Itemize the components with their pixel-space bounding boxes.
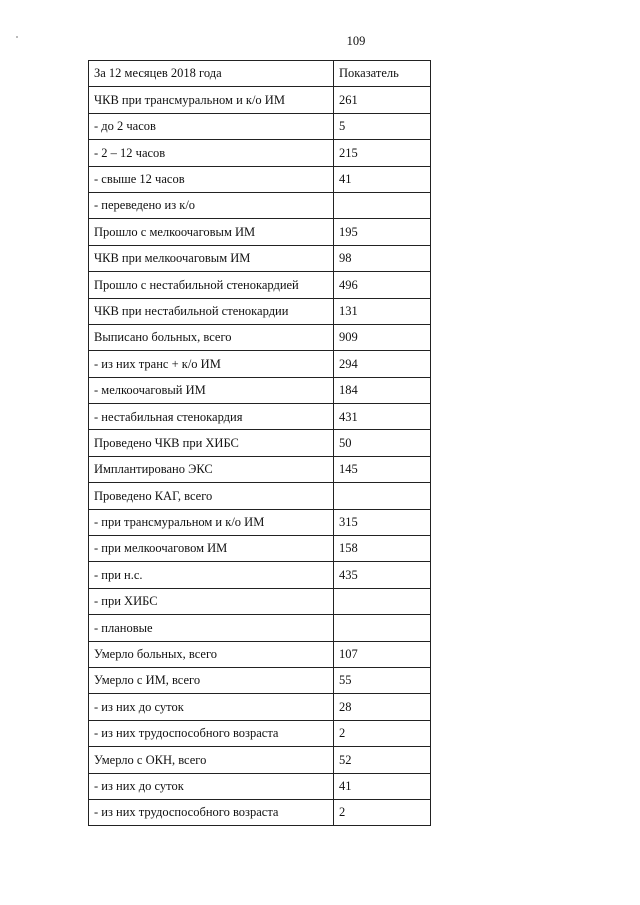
table-row — [89, 509, 431, 535]
table-row — [89, 773, 431, 799]
scan-dot — [16, 36, 18, 38]
row-label-cell: - мелкоочаговый ИМ — [89, 377, 334, 403]
row-label-cell: Умерло с ОКН, всего — [89, 747, 334, 773]
row-value-cell: 315 — [334, 509, 431, 535]
table-row — [89, 667, 431, 693]
row-label-cell: - при трансмуральном и к/о ИМ — [89, 509, 334, 535]
row-label-cell: - из них транс + к/о ИМ — [89, 351, 334, 377]
row-value-cell: 184 — [334, 377, 431, 403]
statistics-table — [88, 60, 431, 826]
row-label-cell: - плановые — [89, 615, 334, 641]
row-label-cell: - из них до суток — [89, 694, 334, 720]
row-value-cell: 431 — [334, 404, 431, 430]
row-value-cell: 52 — [334, 747, 431, 773]
table-row — [89, 166, 431, 192]
table-row — [89, 324, 431, 350]
table-row — [89, 351, 431, 377]
row-label-cell: - при н.с. — [89, 562, 334, 588]
table-row — [89, 456, 431, 482]
row-value-cell: 294 — [334, 351, 431, 377]
row-label-cell: Проведено ЧКВ при ХИБС — [89, 430, 334, 456]
page-number: 109 — [346, 34, 366, 48]
row-value-cell — [334, 483, 431, 509]
row-label-cell: Прошло с мелкоочаговым ИМ — [89, 219, 334, 245]
header-period-cell: За 12 месяцев 2018 года — [89, 61, 334, 87]
row-value-cell: 2 — [334, 799, 431, 825]
table-row — [89, 404, 431, 430]
table-row — [89, 245, 431, 271]
table-row — [89, 720, 431, 746]
row-label-cell: Выписано больных, всего — [89, 324, 334, 350]
row-label-cell: - переведено из к/о — [89, 192, 334, 218]
row-value-cell: 2 — [334, 720, 431, 746]
row-value-cell: 145 — [334, 456, 431, 482]
row-value-cell: 28 — [334, 694, 431, 720]
row-label-cell: - 2 – 12 часов — [89, 140, 334, 166]
row-label-cell: ЧКВ при мелкоочаговым ИМ — [89, 245, 334, 271]
table-row — [89, 615, 431, 641]
row-value-cell: 50 — [334, 430, 431, 456]
row-value-cell: 131 — [334, 298, 431, 324]
row-value-cell: 909 — [334, 324, 431, 350]
table-row — [89, 799, 431, 825]
row-value-cell: 55 — [334, 667, 431, 693]
row-value-cell: 107 — [334, 641, 431, 667]
row-label-cell: Имплантировано ЭКС — [89, 456, 334, 482]
row-label-cell: - до 2 часов — [89, 113, 334, 139]
row-value-cell — [334, 192, 431, 218]
row-value-cell: 5 — [334, 113, 431, 139]
table-row — [89, 641, 431, 667]
row-label-cell: - нестабильная стенокардия — [89, 404, 334, 430]
table-row — [89, 747, 431, 773]
row-value-cell: 158 — [334, 536, 431, 562]
table-row — [89, 219, 431, 245]
table-row — [89, 87, 431, 113]
row-value-cell: 41 — [334, 773, 431, 799]
table-row — [89, 377, 431, 403]
row-label-cell: - из них трудоспособного возраста — [89, 799, 334, 825]
row-value-cell: 261 — [334, 87, 431, 113]
table-row — [89, 536, 431, 562]
table-header-row — [89, 61, 431, 87]
row-label-cell: ЧКВ при нестабильной стенокардии — [89, 298, 334, 324]
row-label-cell: Проведено КАГ, всего — [89, 483, 334, 509]
row-label-cell: - из них до суток — [89, 773, 334, 799]
row-value-cell: 496 — [334, 272, 431, 298]
table-row — [89, 694, 431, 720]
table-row — [89, 192, 431, 218]
table-row — [89, 140, 431, 166]
row-label-cell: - из них трудоспособного возраста — [89, 720, 334, 746]
row-value-cell: 435 — [334, 562, 431, 588]
header-indicator-cell: Показатель — [334, 61, 431, 87]
row-value-cell: 195 — [334, 219, 431, 245]
row-label-cell: - при ХИБС — [89, 588, 334, 614]
table-row — [89, 113, 431, 139]
row-label-cell: Прошло с нестабильной стенокардией — [89, 272, 334, 298]
table-row — [89, 562, 431, 588]
table-row — [89, 588, 431, 614]
table-row — [89, 430, 431, 456]
row-value-cell — [334, 615, 431, 641]
row-label-cell: - свыше 12 часов — [89, 166, 334, 192]
table-row — [89, 272, 431, 298]
table-row — [89, 483, 431, 509]
row-value-cell: 215 — [334, 140, 431, 166]
row-label-cell: - при мелкоочаговом ИМ — [89, 536, 334, 562]
row-label-cell: ЧКВ при трансмуральном и к/о ИМ — [89, 87, 334, 113]
row-label-cell: Умерло больных, всего — [89, 641, 334, 667]
row-value-cell: 98 — [334, 245, 431, 271]
row-value-cell — [334, 588, 431, 614]
row-value-cell: 41 — [334, 166, 431, 192]
row-label-cell: Умерло с ИМ, всего — [89, 667, 334, 693]
table-row — [89, 298, 431, 324]
